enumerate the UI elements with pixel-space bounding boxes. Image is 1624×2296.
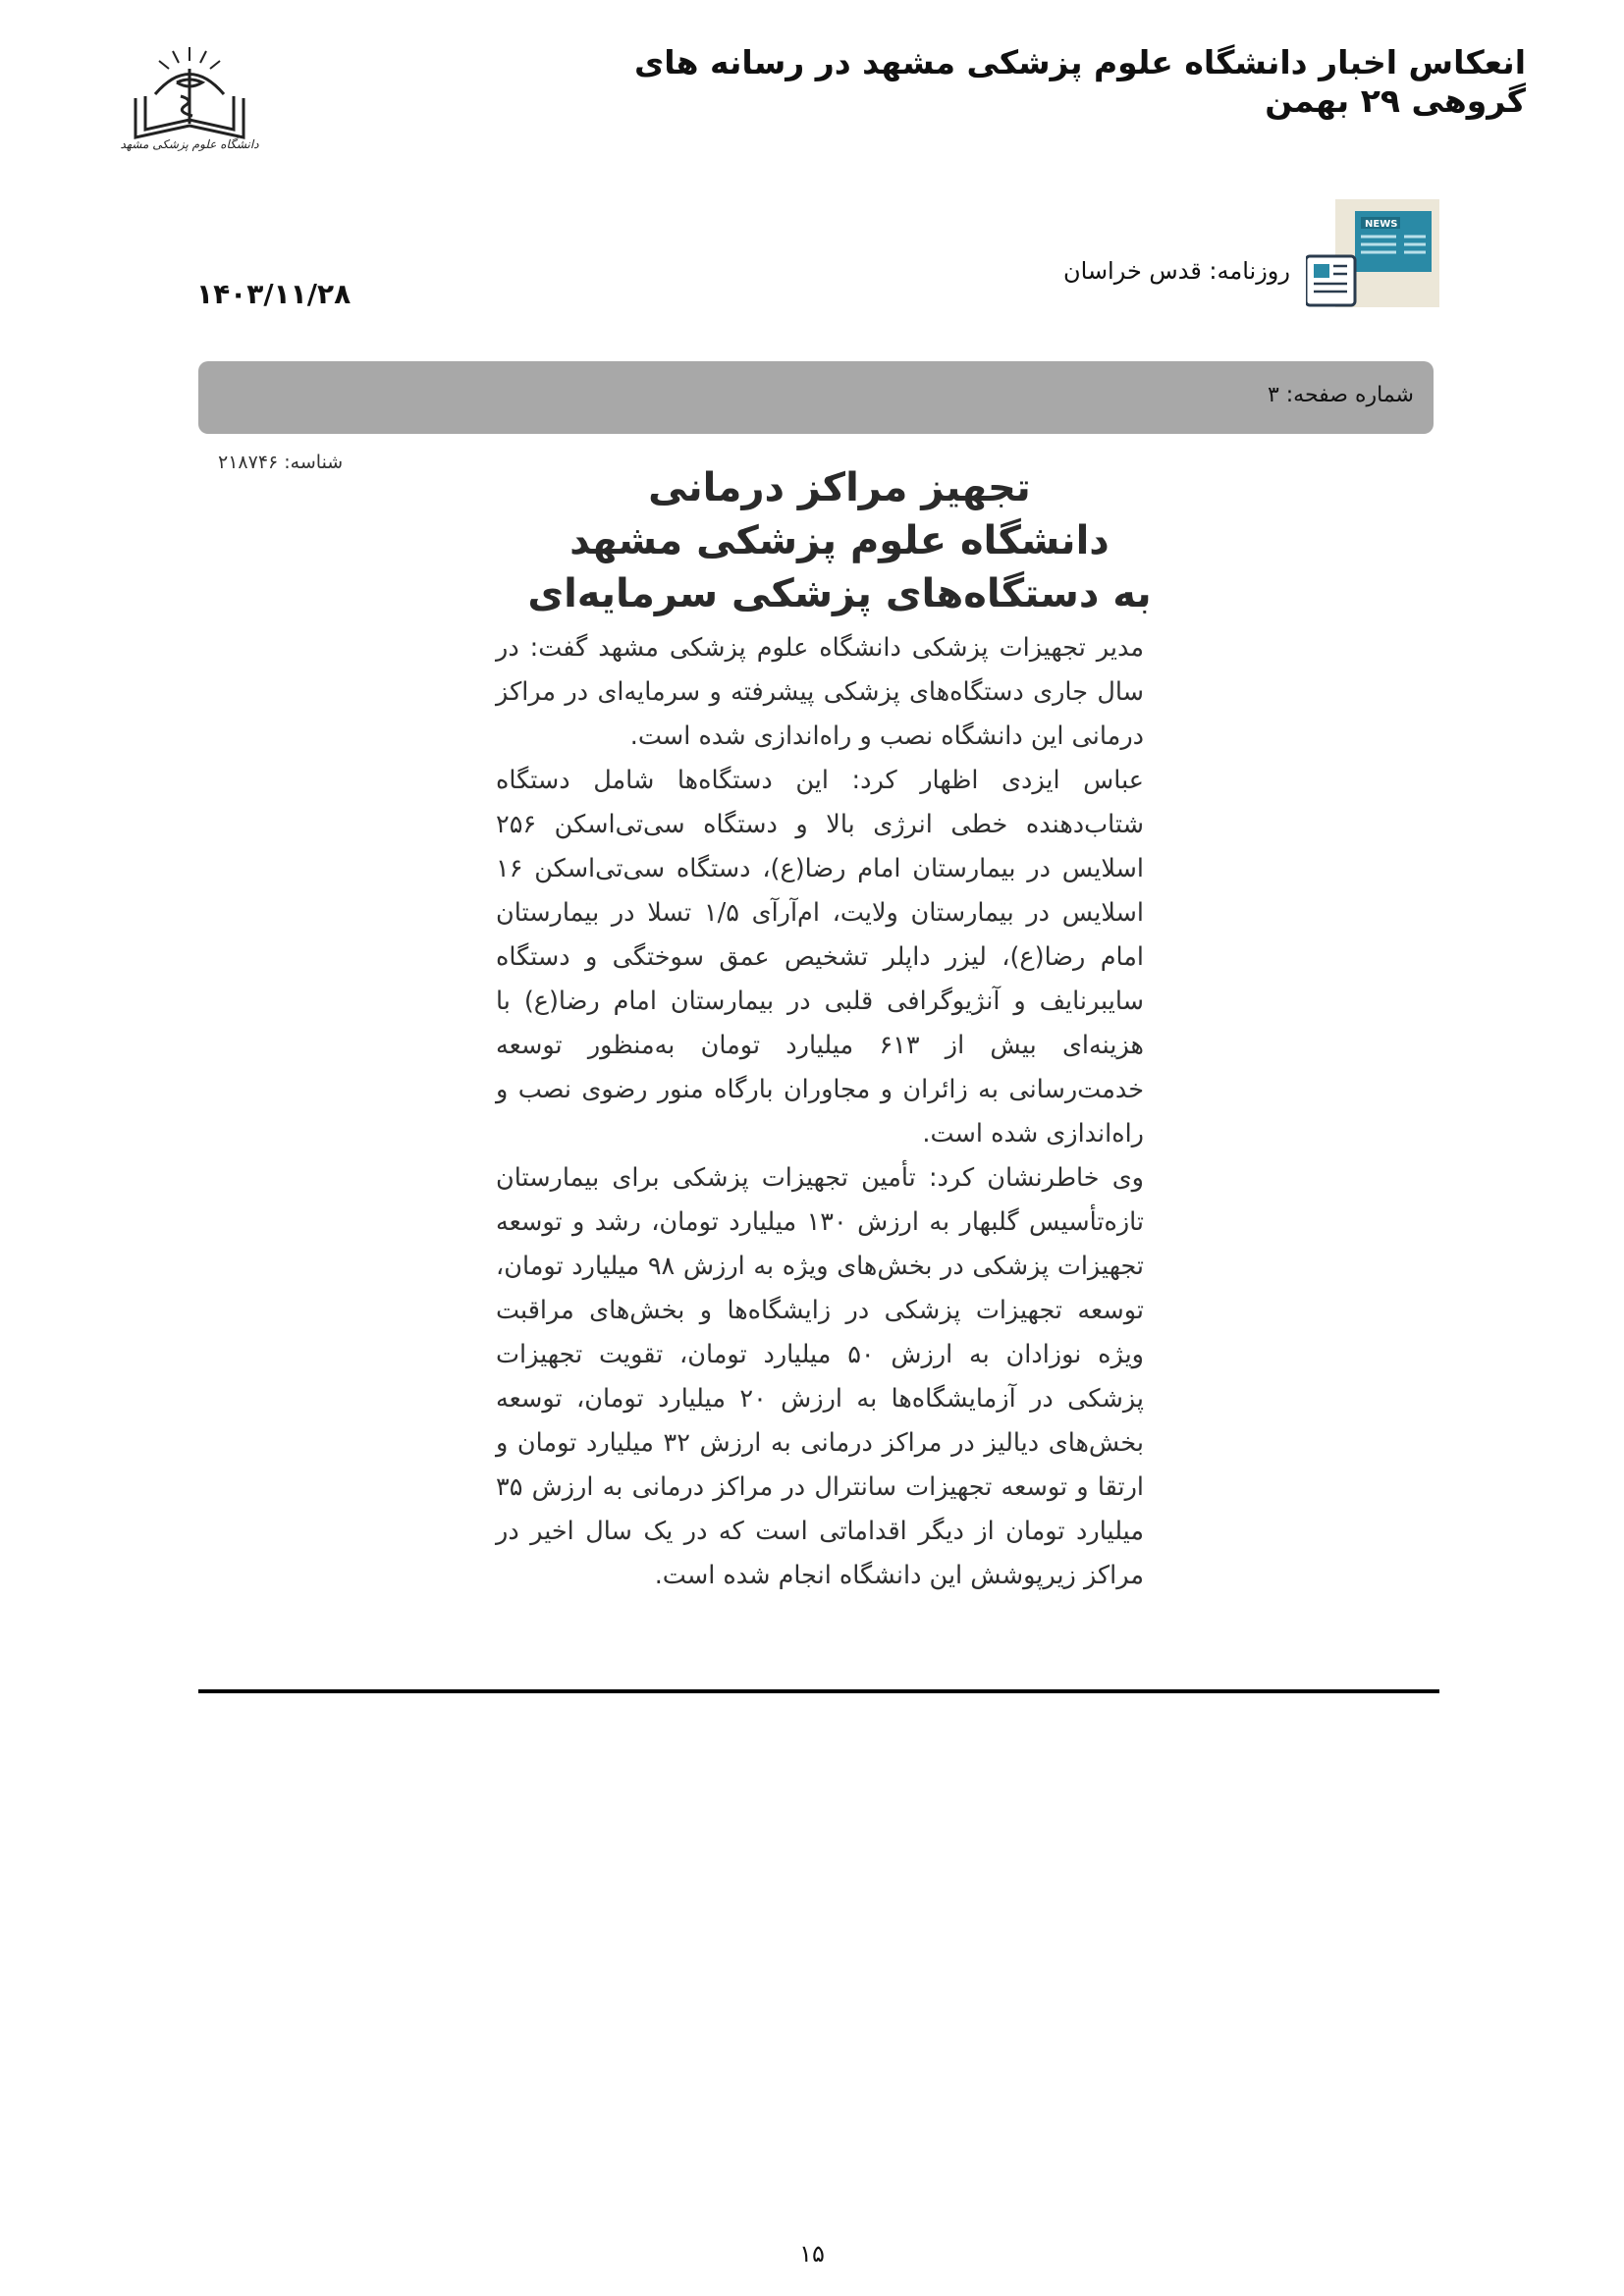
article-body bbox=[496, 626, 1144, 1598]
article-title bbox=[496, 461, 1183, 620]
logo-caption: دانشگاه علوم پزشکی مشهد bbox=[120, 137, 259, 151]
newspaper-page-number: شماره صفحه: ۳ bbox=[1267, 383, 1414, 407]
document-id: شناسه: ۲۱۸۷۴۶ bbox=[218, 452, 344, 473]
article-title-line: به دستگاه‌های پزشکی سرمایه‌ای bbox=[527, 571, 1152, 616]
header-title: انعکاس اخبار دانشگاه علوم پزشکی مشهد در رسانه های گروهی ۲۹ بهمن bbox=[634, 43, 1526, 120]
newspaper-icon bbox=[1306, 199, 1439, 307]
publish-date: ۱۴۰۳/۱۱/۲۸ bbox=[196, 278, 352, 310]
svg-text:NEWS: NEWS bbox=[1365, 219, 1398, 230]
page-number: ۱۵ bbox=[799, 2240, 825, 2268]
article-paragraph: عباس ایزدی اظهار کرد: این دستگاه‌ها شامل دستگاه شتاب‌دهنده خطی انرژی بالا و دستگاه سی‌تی‌اسکن ۲۵۶ اسلایس در بیمارستان امام رضا(ع)، دستگاه سی‌تی‌اسکن ۱۶ اسلایس در بیمارستان ولایت، ام‌آر‌آی ۱/۵ تسلا در بیمارستان امام رضا(ع)، لیزر داپلر تشخیص عمق سوختگی و دستگاه سایبرنایف و آنژیوگرافی قلبی در بیمارستان امام رضا(ع) با هزینه‌ای بیش از ۶۱۳ میلیارد تومان به‌منظور توسعه خدمت‌رسانی به زائران و مجاوران بارگاه منور رضوی نصب و راه‌اندازی شده است. bbox=[496, 766, 1144, 1148]
article-paragraph: وی خاطرنشان کرد: تأمین تجهیزات پزشکی برای بیمارستان تازه‌تأسیس گلبهار به ارزش ۱۳۰ میلیارد تومان، رشد و توسعه تجهیزات پزشکی در بخش‌های ویژه به ارزش ۹۸ میلیارد تومان، توسعه تجهیزات پزشکی در زایشگاه‌ها و بخش‌های مراقبت ویژه نوزادان به ارزش ۵۰ میلیارد تومان، تقویت تجهیزات پزشکی در آزمایشگاه‌ها به ارزش ۲۰ میلیارد تومان، توسعه بخش‌های دیالیز در مراکز درمانی به ارزش ۳۲ میلیارد تومان و ارتقا و توسعه تجهیزات سانترال در مراکز درمانی به ارزش ۳۵ میلیارد تومان از دیگر اقداماتی است که در یک سال اخیر در مراکز زیرپوشش این دانشگاه انجام شده است. bbox=[496, 1163, 1145, 1590]
article-paragraph: مدیر تجهیزات پزشکی دانشگاه علوم پزشکی مشهد گفت: در سال جاری دستگاه‌های پزشکی پیشرفته و سرمایه‌ای در مراکز درمانی این دانشگاه نصب و راه‌اندازی شده است. bbox=[496, 633, 1144, 751]
article-title-line: دانشگاه علوم پزشکی مشهد bbox=[569, 518, 1110, 563]
article-title-line: تجهیز مراکز درمانی bbox=[648, 465, 1031, 510]
newspaper-name: روزنامه: قدس خراسان bbox=[1063, 257, 1290, 285]
page-number-bar bbox=[198, 361, 1434, 434]
section-divider bbox=[198, 1689, 1439, 1693]
